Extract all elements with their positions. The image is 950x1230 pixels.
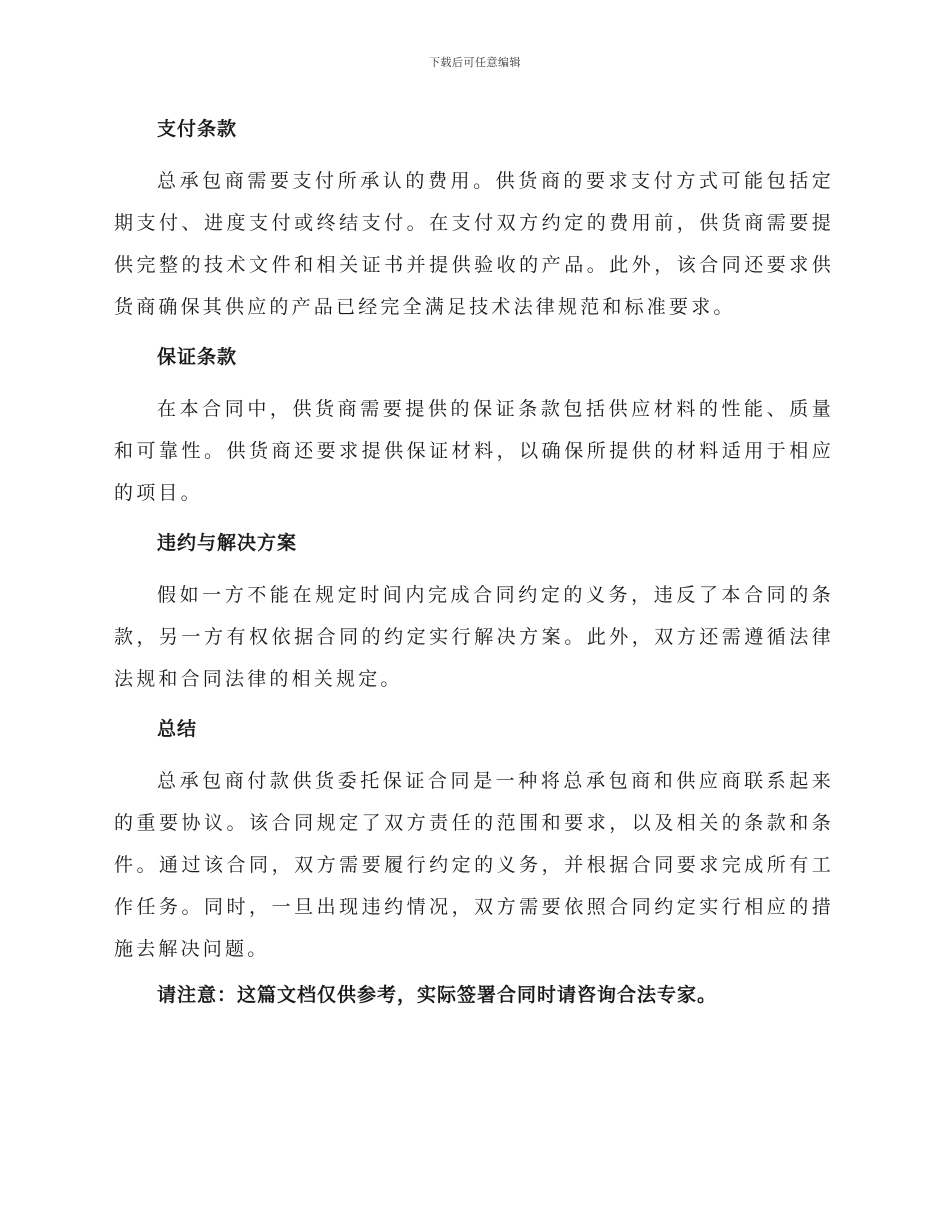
document-body [114,110,834,1007]
section-heading-guarantee: 保证条款 [157,346,238,368]
section-paragraph-guarantee: 在本合同中，供货商需要提供的保证条款包括供应材料的性能、质量和可靠性。供货商还要求提供保证材料，以确保所提供的材料适用于相应的项目。 [114,398,834,504]
page-header: 下载后可任意编辑 [429,56,521,69]
section-heading-payment: 支付条款 [157,118,238,140]
section-heading-breach: 违约与解决方案 [157,532,298,554]
section-heading-summary: 总结 [157,718,198,740]
disclaimer-notice: 请注意：这篇文档仅供参考，实际签署合同时请咨询合法专家。 [157,984,718,1006]
section-paragraph-breach: 假如一方不能在规定时间内完成合同约定的义务，违反了本合同的条款，另一方有权依据合同的约定实行解决方案。此外，双方还需遵循法律法规和合同法律的相关规定。 [114,584,834,690]
section-paragraph-payment: 总承包商需要支付所承认的费用。供货商的要求支付方式可能包括定期支付、进度支付或终结支付。在支付双方约定的费用前，供货商需要提供完整的技术文件和相关证书并提供验收的产品。此外，该合同还要求供货商确保其供应的产品已经完全满足技术法律规范和标准要求。 [114,170,834,318]
section-paragraph-summary: 总承包商付款供货委托保证合同是一种将总承包商和供应商联系起来的重要协议。该合同规定了双方责任的范围和要求，以及相关的条款和条件。通过该合同，双方需要履行约定的义务，并根据合同要求完成所有工作任务。同时，一旦出现违约情况，双方需要依照合同约定实行相应的措施去解决问题。 [114,770,834,960]
